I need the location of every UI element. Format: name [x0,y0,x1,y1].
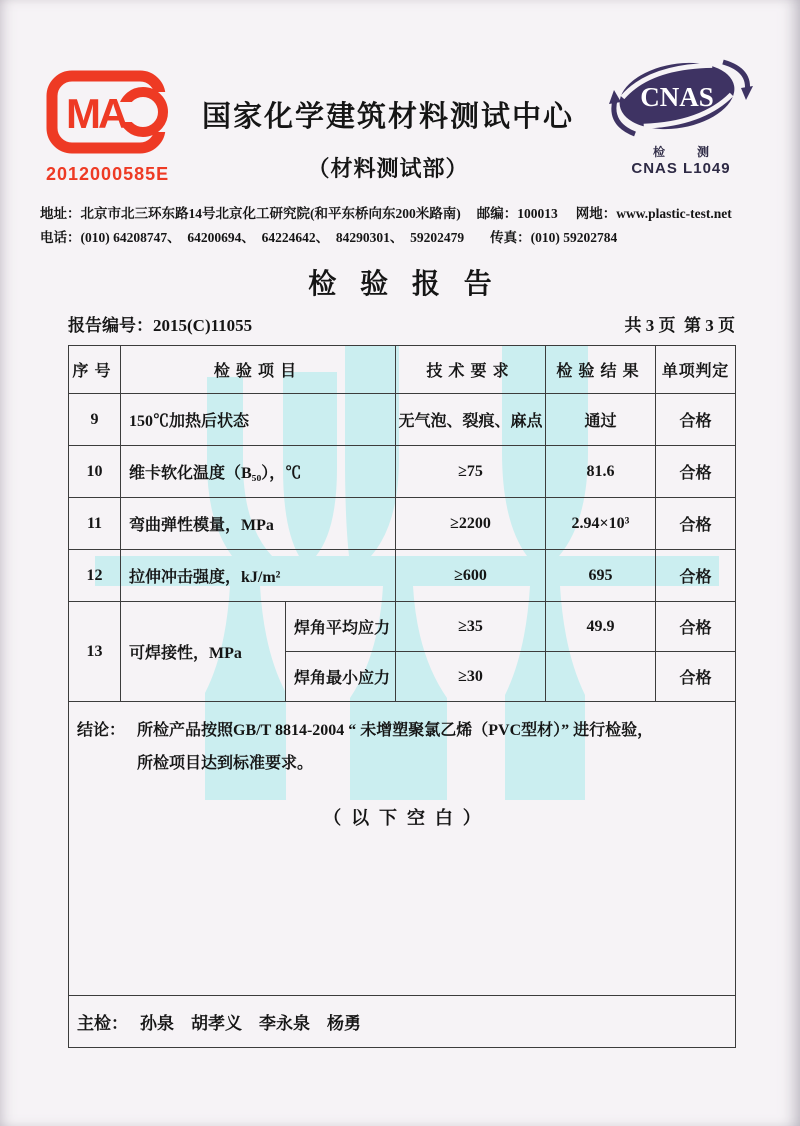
report-number-value: 2015(C)11055 [153,316,253,335]
table-row [69,394,736,446]
cell-item: 可焊接性，MPa [121,602,286,702]
cell-verdict: 合格 [656,550,736,602]
fax-text: 传真：(010) 59202784 [490,230,618,245]
inspector-names: 孙泉 胡孝义 李永泉 杨勇 [140,1014,361,1033]
phone-text: 电话：(010) 64208747、 64200694、 64224642、 84290301、 59202479 [40,230,465,245]
cell-result: 81.6 [546,446,656,498]
zip-text: 邮编：100013 [476,206,558,221]
inspector-cell [69,996,736,1048]
cnas-caption: 检 测 [652,145,719,159]
cell-no: 10 [69,446,121,498]
cell-item: 拉伸冲击强度，kJ/m² [121,550,396,602]
organization-name: 国家化学建筑材料测试中心 [201,101,574,133]
cell-result: 2.94×10³ [546,498,656,550]
cell-sub-item: 焊角平均应力 [286,602,396,652]
department-name: （材料测试部） [307,156,469,181]
conclusion-label: 结论： [77,722,126,739]
cell-result: 695 [546,550,656,602]
cma-certification-mark [46,70,186,185]
cell-requirement: ≥75 [396,446,546,498]
cnas-logo-icon [605,54,757,142]
conclusion-lines [137,714,653,780]
report-meta-row [68,311,735,336]
conclusion-text [77,714,727,780]
conclusion-row [69,702,736,996]
cma-logo-icon [46,70,170,156]
report-number [68,311,252,336]
cnas-accreditation-mark [600,54,762,177]
cell-requirement: ≥600 [396,550,546,602]
cell-no: 12 [69,550,121,602]
table-row [69,550,736,602]
cell-item: 弯曲弹性模量，MPa [121,498,396,550]
conclusion-cell [69,702,736,996]
header-cell-verdict: 单项判定 [656,346,736,394]
header-cell-result: 检验结果 [546,346,656,394]
cnas-lab-code: CNAS L1049 [631,160,731,177]
report-title: 检验报告 [308,269,516,300]
svg-text:CNAS: CNAS [640,82,714,112]
cell-result [546,652,656,702]
cell-result: 49.9 [546,602,656,652]
table-row [69,498,736,550]
page-info: 共 3 页 第 3 页 [624,316,735,335]
cell-verdict: 合格 [656,652,736,702]
cell-requirement: 无气泡、裂痕、麻点 [396,394,546,446]
website-text: 网地：www.plastic-test.net [575,206,732,221]
table-row [69,602,736,652]
cell-verdict: 合格 [656,498,736,550]
report-number-label: 报告编号： [68,316,153,335]
cell-item: 维卡软化温度（B₅₀），℃ [121,446,396,498]
contact-line-1 [40,202,764,226]
inspector-row [69,996,736,1048]
conclusion-line-1: 所检产品按照GB/T 8814-2004 “ 未增塑聚氯乙烯（PVC型材）” 进行检验， [137,722,654,739]
header-cell-no: 序号 [69,346,121,394]
contact-line-2 [40,226,764,250]
address-text: 地址：北京市北三环东路14号北京化工研究院(和平东桥向东200米路南) [40,206,461,221]
header-cell-requirement: 技术要求 [396,346,546,394]
cell-result: 通过 [546,394,656,446]
cell-no: 11 [69,498,121,550]
cell-no: 9 [69,394,121,446]
cma-certificate-number: 2012000585E [46,164,170,184]
cell-requirement: ≥35 [396,602,546,652]
results-table [68,345,736,1048]
blank-below-note: （以下空白） [323,808,491,828]
cell-verdict: 合格 [656,394,736,446]
table-header-row [69,346,736,394]
contact-block [40,202,764,250]
cell-requirement: ≥30 [396,652,546,702]
svg-text:MA: MA [66,90,126,137]
inspector-label: 主检： [77,1014,128,1033]
cell-no: 13 [69,602,121,702]
cell-verdict: 合格 [656,446,736,498]
conclusion-line-2: 所检项目达到标准要求。 [137,755,314,772]
cell-sub-item: 焊角最小应力 [286,652,396,702]
header-cell-item: 检验项目 [121,346,396,394]
cell-requirement: ≥2200 [396,498,546,550]
cell-verdict: 合格 [656,602,736,652]
cell-item: 150℃加热后状态 [121,394,396,446]
table-row [69,446,736,498]
